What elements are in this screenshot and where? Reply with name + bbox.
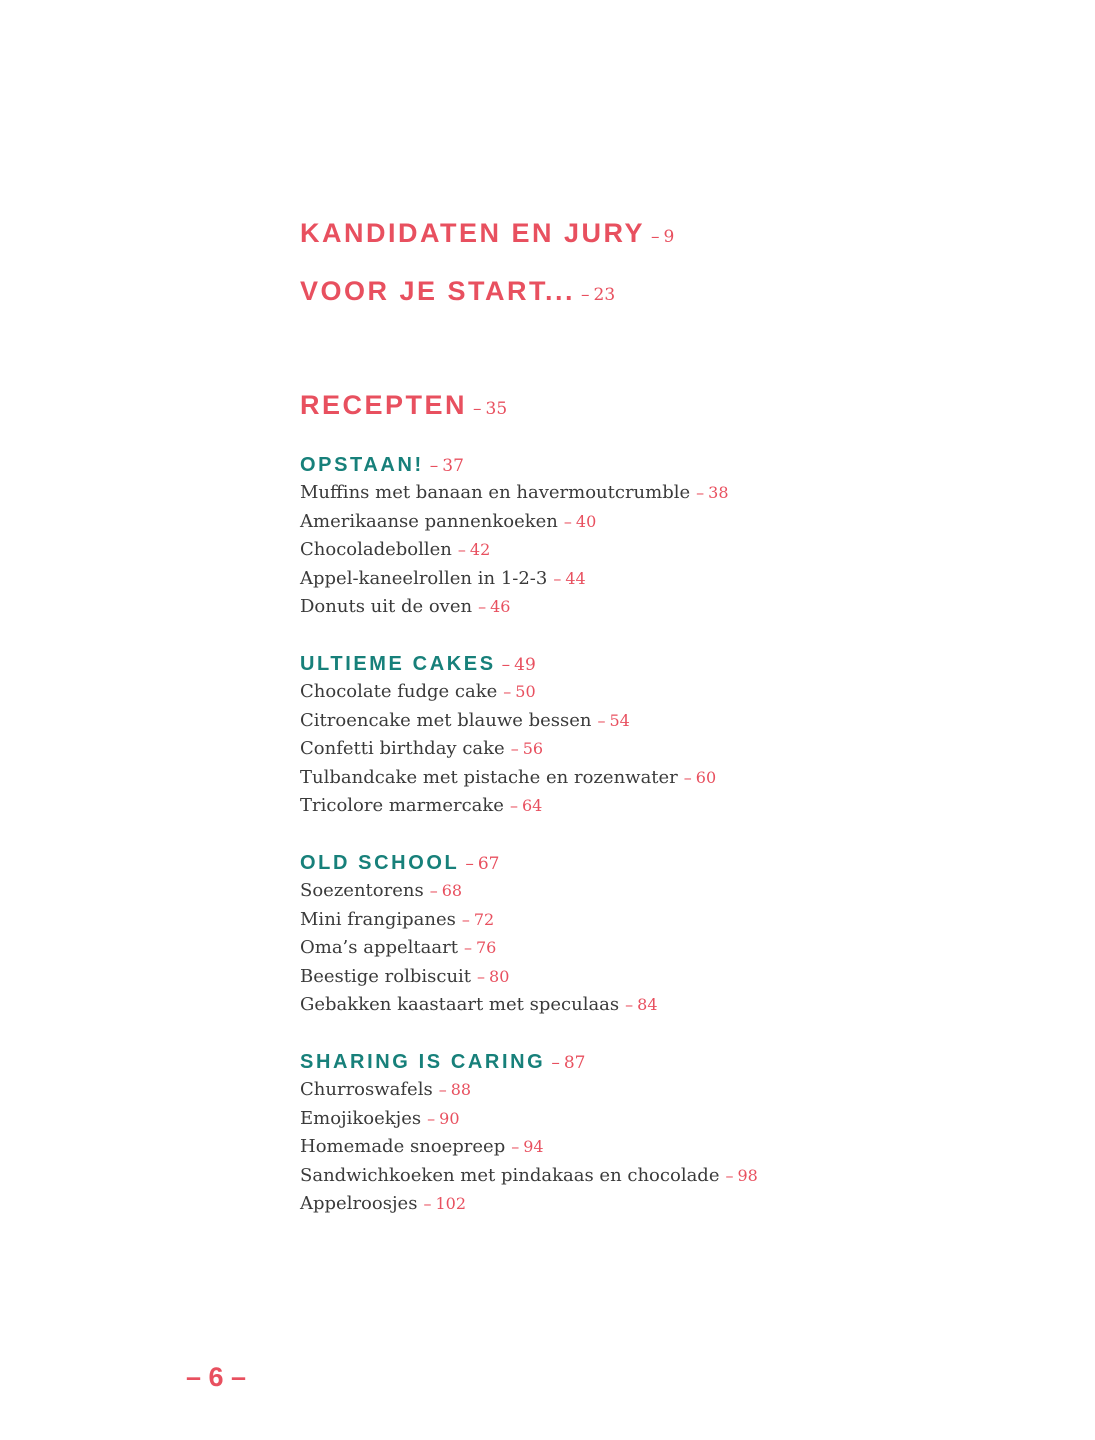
toc-separator: – <box>509 796 518 816</box>
toc-page-number: 84 <box>637 995 658 1015</box>
toc-separator: – <box>696 483 705 502</box>
recipe-entry[interactable] <box>300 536 729 565</box>
toc-section-opstaan <box>300 451 729 622</box>
toc-page-number: 9 <box>663 227 675 247</box>
toc-page-number: 67 <box>477 854 500 874</box>
recipe-title: Chocoladebollen <box>300 539 452 561</box>
toc-separator: – <box>683 767 692 787</box>
toc-separator: – <box>461 909 470 929</box>
recipe-entry[interactable] <box>300 906 658 935</box>
toc-section-ultieme-cakes <box>300 650 716 821</box>
toc-separator: – <box>465 854 474 874</box>
toc-page-number: 94 <box>523 1137 544 1157</box>
toc-entry-title: RECEPTEN <box>300 390 468 420</box>
recipe-title: Muffins met banaan en havermoutcrumble <box>300 482 691 503</box>
toc-page-number: 50 <box>515 682 536 701</box>
toc-page-number: 80 <box>489 966 510 986</box>
recipe-entry[interactable] <box>300 678 716 707</box>
recipe-entry[interactable] <box>300 792 716 821</box>
toc-page-number: 102 <box>435 1194 466 1214</box>
toc-separator: – <box>651 227 660 247</box>
recipe-entry[interactable] <box>300 963 658 992</box>
section-heading[interactable] <box>300 1048 758 1076</box>
recipe-title: Amerikaanse pannenkoeken <box>300 510 558 532</box>
recipe-title: Chocolate fudge cake <box>300 681 498 702</box>
toc-page-number: 64 <box>521 796 543 816</box>
section-heading[interactable] <box>300 650 716 678</box>
recipe-title: Beestige rolbiscuit <box>300 965 472 987</box>
recipe-title: Churroswafels <box>300 1079 433 1100</box>
toc-separator: – <box>477 966 486 986</box>
toc-page-number: 38 <box>708 483 729 502</box>
toc-separator: – <box>457 540 466 560</box>
toc-entry-title: KANDIDATEN EN JURY <box>300 218 646 248</box>
toc-page-number: 68 <box>441 881 463 900</box>
toc-page-number: 40 <box>575 511 597 531</box>
recipe-entry[interactable] <box>300 735 716 764</box>
toc-separator: – <box>625 995 634 1015</box>
section-heading[interactable] <box>300 451 729 479</box>
recipe-entry[interactable] <box>300 1162 758 1191</box>
recipe-title: Confetti birthday cake <box>300 738 505 760</box>
section-title: OPSTAAN! <box>300 454 424 476</box>
toc-entry-title: VOOR JE START... <box>300 276 576 306</box>
toc-separator: – <box>423 1194 432 1214</box>
recipe-title: Homemade snoepreep <box>300 1136 506 1158</box>
recipe-entry[interactable] <box>300 707 716 736</box>
recipe-title: Oma’s appeltaart <box>300 937 458 959</box>
recipe-title: Appelroosjes <box>300 1193 418 1215</box>
toc-separator: – <box>478 597 487 617</box>
recipe-entry[interactable] <box>300 1133 758 1162</box>
recipe-title: Sandwichkoeken met pindakaas en chocolade <box>300 1164 720 1186</box>
toc-separator: – <box>438 1080 447 1099</box>
recipe-entry[interactable] <box>300 1190 758 1219</box>
toc-page-number: 46 <box>490 597 511 617</box>
toc-separator: – <box>473 399 482 419</box>
toc-separator: – <box>553 568 562 588</box>
section-heading[interactable] <box>300 849 658 877</box>
recipe-title: Donuts uit de oven <box>300 596 473 618</box>
recipe-title: Citroencake met blauwe bessen <box>300 709 592 731</box>
recipe-entry[interactable] <box>300 877 658 906</box>
toc-separator: – <box>725 1165 734 1185</box>
toc-separator: – <box>581 285 590 305</box>
toc-page-number: 35 <box>485 399 508 419</box>
toc-separator: – <box>429 456 439 476</box>
toc-page-number: 42 <box>469 540 491 560</box>
recipe-entry[interactable] <box>300 1105 758 1134</box>
toc-page-number: 54 <box>609 710 630 730</box>
recipe-entry[interactable] <box>300 508 729 537</box>
toc-page-number: 87 <box>563 1053 586 1073</box>
toc-section-sharing-is-caring <box>300 1048 758 1219</box>
toc-separator: – <box>427 1108 436 1128</box>
recipe-entry[interactable] <box>300 479 729 508</box>
toc-page-number: 37 <box>442 456 464 476</box>
toc-page-number: 72 <box>473 909 495 929</box>
toc-separator: – <box>511 1137 520 1157</box>
toc-separator: – <box>597 710 606 730</box>
recipe-title: Tulbandcake met pistache en rozenwater <box>300 766 678 788</box>
recipe-entry[interactable] <box>300 934 658 963</box>
section-title: OLD SCHOOL <box>300 852 460 874</box>
toc-entry-kandidaten[interactable] <box>300 218 674 249</box>
toc-page-number: 56 <box>522 739 544 759</box>
toc-separator: – <box>501 655 511 675</box>
toc-separator: – <box>463 938 472 958</box>
toc-separator: – <box>563 511 572 531</box>
recipe-title: Emojikoekjes <box>300 1107 422 1129</box>
recipe-title: Gebakken kaastaart met speculaas <box>300 994 620 1016</box>
recipe-title: Mini frangipanes <box>300 908 456 930</box>
recipe-title: Tricolore marmercake <box>300 795 504 817</box>
toc-entry-recepten[interactable] <box>300 390 507 421</box>
recipe-entry[interactable] <box>300 593 729 622</box>
recipe-entry[interactable] <box>300 764 716 793</box>
toc-page-number: 98 <box>737 1165 758 1185</box>
toc-page-number: 76 <box>475 938 497 958</box>
toc-separator: – <box>510 739 519 759</box>
toc-page-number: 60 <box>695 767 717 787</box>
section-title: SHARING IS CARING <box>300 1051 546 1073</box>
page-number-folio: – 6 – <box>186 1362 247 1392</box>
toc-page-number: 44 <box>565 568 586 588</box>
toc-separator: – <box>429 881 438 900</box>
toc-page-number: 49 <box>514 655 536 675</box>
toc-section-old-school <box>300 849 658 1020</box>
recipe-entry[interactable] <box>300 565 729 594</box>
toc-separator: – <box>551 1053 560 1073</box>
toc-separator: – <box>503 682 512 701</box>
toc-entry-voor-je-start[interactable] <box>300 276 615 307</box>
recipe-entry[interactable] <box>300 991 658 1020</box>
toc-page-number: 23 <box>593 285 616 305</box>
section-title: ULTIEME CAKES <box>300 653 496 675</box>
recipe-title: Appel-kaneelrollen in 1-2-3 <box>300 567 548 589</box>
toc-page-number: 90 <box>439 1108 460 1128</box>
recipe-entry[interactable] <box>300 1076 758 1105</box>
recipe-title: Soezentorens <box>300 880 424 901</box>
toc-page-number: 88 <box>450 1080 472 1099</box>
